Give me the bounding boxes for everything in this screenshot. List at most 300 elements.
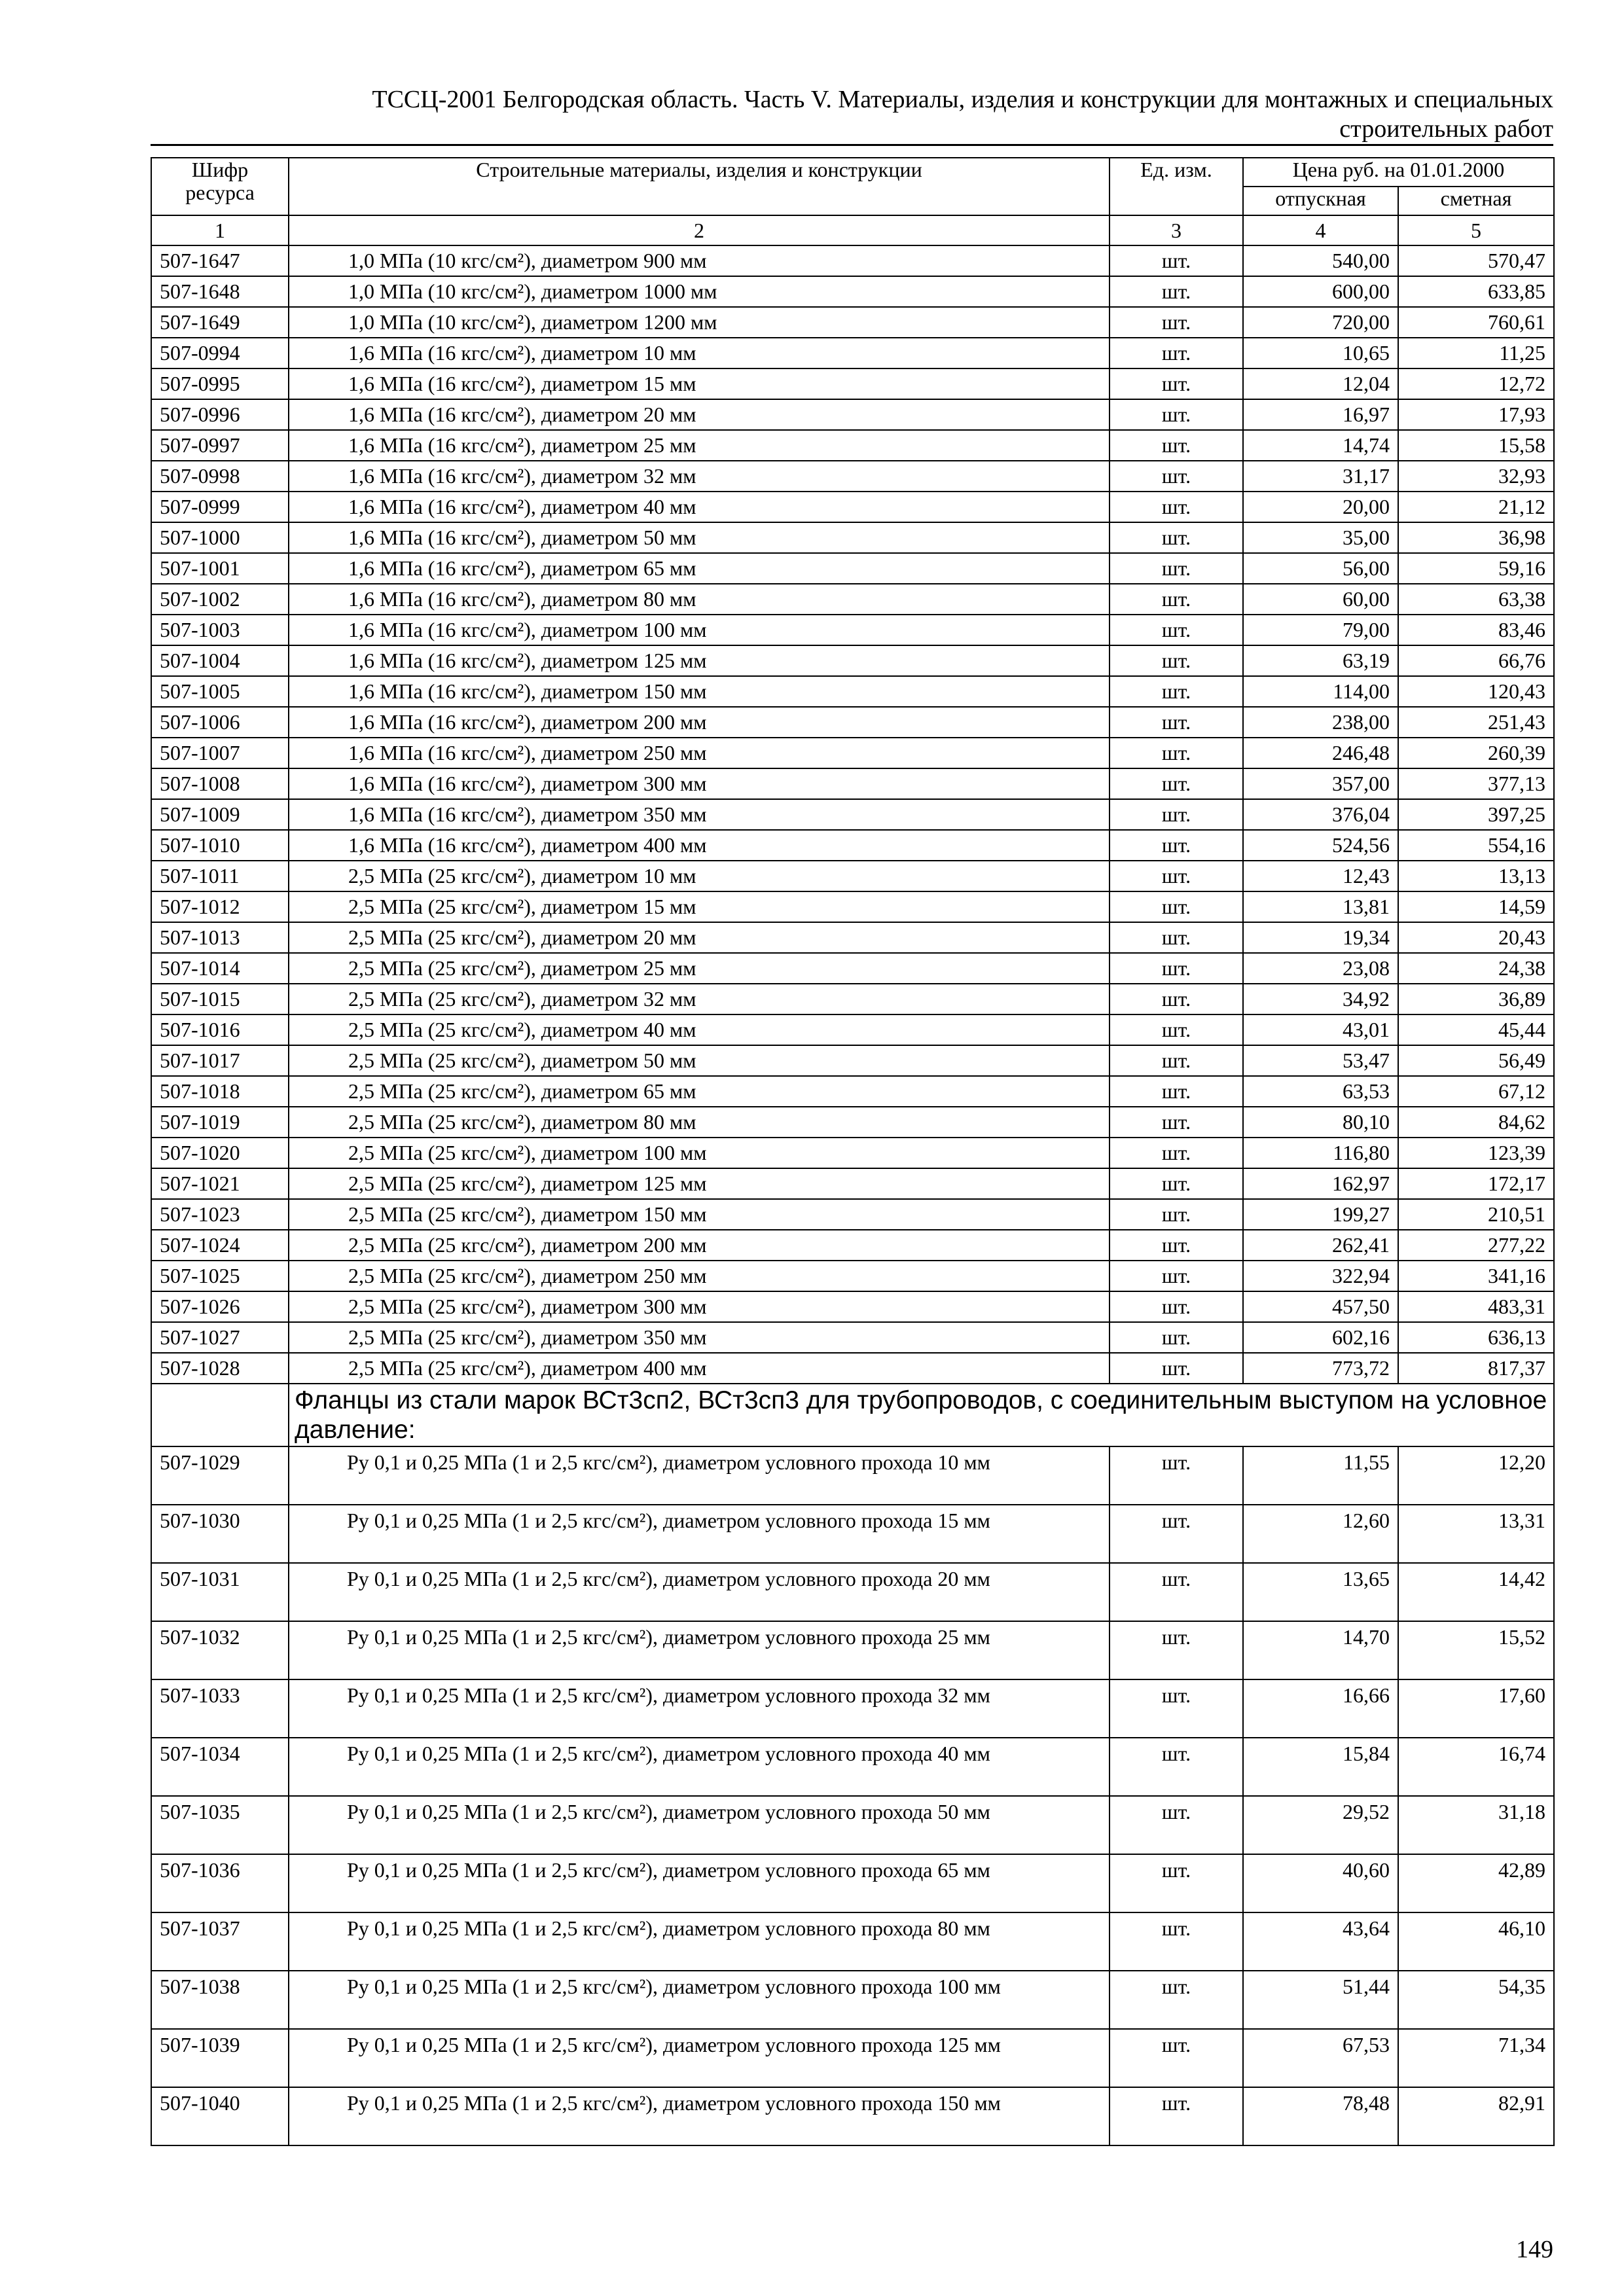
estimate-price: 15,58 (1398, 430, 1554, 461)
estimate-price: 83,46 (1398, 615, 1554, 645)
table-row (151, 891, 1554, 922)
section-code-cell (151, 1384, 289, 1446)
table-row (151, 1199, 1554, 1230)
unit: шт. (1110, 1505, 1243, 1563)
estimate-price: 17,93 (1398, 399, 1554, 430)
resource-code: 507-1010 (151, 830, 289, 861)
material-name: 1,6 МПа (16 кгс/см²), диаметром 20 мм (289, 399, 1110, 430)
resource-code: 507-1038 (151, 1971, 289, 2029)
table-section (151, 1384, 1554, 1446)
resource-code: 507-1016 (151, 1014, 289, 1045)
table-row (151, 768, 1554, 799)
estimate-price: 251,43 (1398, 707, 1554, 738)
release-price: 16,97 (1243, 399, 1398, 430)
estimate-price: 46,10 (1398, 1912, 1554, 1971)
estimate-price: 66,76 (1398, 645, 1554, 676)
column-index: 1 (151, 215, 289, 245)
estimate-price: 84,62 (1398, 1107, 1554, 1138)
col-header-name: Строительные материалы, изделия и конструкции (289, 158, 1110, 215)
material-name: Ру 0,1 и 0,25 МПа (1 и 2,5 кгс/см²), диаметром условного прохода 150 мм (289, 2087, 1110, 2145)
material-name: 1,0 МПа (10 кгс/см²), диаметром 1000 мм (289, 276, 1110, 307)
resource-code: 507-1039 (151, 2029, 289, 2087)
estimate-price: 56,49 (1398, 1045, 1554, 1076)
table-row (151, 799, 1554, 830)
release-price: 262,41 (1243, 1230, 1398, 1261)
material-name: 1,6 МПа (16 кгс/см²), диаметром 80 мм (289, 584, 1110, 615)
release-price: 20,00 (1243, 492, 1398, 522)
estimate-price: 260,39 (1398, 738, 1554, 768)
material-name: 1,0 МПа (10 кгс/см²), диаметром 1200 мм (289, 307, 1110, 338)
col-header-unit: Ед. изм. (1110, 158, 1243, 215)
material-name: 1,6 МПа (16 кгс/см²), диаметром 10 мм (289, 338, 1110, 368)
resource-code: 507-1007 (151, 738, 289, 768)
table-row (151, 1107, 1554, 1138)
resource-code: 507-1018 (151, 1076, 289, 1107)
material-name: 2,5 МПа (25 кгс/см²), диаметром 20 мм (289, 922, 1110, 953)
unit: шт. (1110, 338, 1243, 368)
table-row (151, 522, 1554, 553)
unit: шт. (1110, 2087, 1243, 2145)
unit: шт. (1110, 922, 1243, 953)
estimate-price: 12,72 (1398, 368, 1554, 399)
unit: шт. (1110, 584, 1243, 615)
estimate-price: 633,85 (1398, 276, 1554, 307)
resource-code: 507-1028 (151, 1353, 289, 1384)
material-name: 1,6 МПа (16 кгс/см²), диаметром 350 мм (289, 799, 1110, 830)
resource-code: 507-1008 (151, 768, 289, 799)
estimate-price: 21,12 (1398, 492, 1554, 522)
material-name: 2,5 МПа (25 кгс/см²), диаметром 200 мм (289, 1230, 1110, 1261)
table-row (151, 1738, 1554, 1796)
material-name: 2,5 МПа (25 кгс/см²), диаметром 150 мм (289, 1199, 1110, 1230)
table-row (151, 399, 1554, 430)
column-index: 3 (1110, 215, 1243, 245)
material-name: Ру 0,1 и 0,25 МПа (1 и 2,5 кгс/см²), диаметром условного прохода 50 мм (289, 1796, 1110, 1854)
unit: шт. (1110, 1971, 1243, 2029)
unit: шт. (1110, 1679, 1243, 1738)
col-header-price: Цена руб. на 01.01.2000 (1243, 158, 1554, 187)
resource-code: 507-1037 (151, 1912, 289, 1971)
table-row (151, 307, 1554, 338)
column-index: 2 (289, 215, 1110, 245)
material-name: 1,6 МПа (16 кгс/см²), диаметром 125 мм (289, 645, 1110, 676)
material-name: 2,5 МПа (25 кгс/см²), диаметром 65 мм (289, 1076, 1110, 1107)
material-name: 2,5 МПа (25 кгс/см²), диаметром 40 мм (289, 1014, 1110, 1045)
release-price: 56,00 (1243, 553, 1398, 584)
resource-code: 507-1029 (151, 1446, 289, 1505)
estimate-price: 13,31 (1398, 1505, 1554, 1563)
table-row (151, 2087, 1554, 2145)
release-price: 773,72 (1243, 1353, 1398, 1384)
material-name: 1,6 МПа (16 кгс/см²), диаметром 400 мм (289, 830, 1110, 861)
table-row (151, 1322, 1554, 1353)
release-price: 10,65 (1243, 338, 1398, 368)
resource-code: 507-1009 (151, 799, 289, 830)
material-name: 2,5 МПа (25 кгс/см²), диаметром 300 мм (289, 1291, 1110, 1322)
section-heading: Фланцы из стали марок ВСт3сп2, ВСт3сп3 для трубопроводов, с соединительным выступом на условное давление: (289, 1384, 1554, 1446)
release-price: 238,00 (1243, 707, 1398, 738)
estimate-price: 12,20 (1398, 1446, 1554, 1505)
estimate-price: 483,31 (1398, 1291, 1554, 1322)
estimate-price: 570,47 (1398, 245, 1554, 276)
estimate-price: 32,93 (1398, 461, 1554, 492)
unit: шт. (1110, 768, 1243, 799)
unit: шт. (1110, 307, 1243, 338)
resource-code: 507-1003 (151, 615, 289, 645)
unit: шт. (1110, 1168, 1243, 1199)
resource-code: 507-1023 (151, 1199, 289, 1230)
unit: шт. (1110, 1230, 1243, 1261)
price-table (151, 157, 1555, 2146)
material-name: 2,5 МПа (25 кгс/см²), диаметром 10 мм (289, 861, 1110, 891)
resource-code: 507-1011 (151, 861, 289, 891)
material-name: 2,5 МПа (25 кгс/см²), диаметром 80 мм (289, 1107, 1110, 1138)
estimate-price: 817,37 (1398, 1353, 1554, 1384)
table-row (151, 461, 1554, 492)
release-price: 602,16 (1243, 1322, 1398, 1353)
page-header (151, 85, 1553, 146)
material-name: 2,5 МПа (25 кгс/см²), диаметром 400 мм (289, 1353, 1110, 1384)
release-price: 13,81 (1243, 891, 1398, 922)
unit: шт. (1110, 1322, 1243, 1353)
resource-code: 507-0996 (151, 399, 289, 430)
table-row (151, 1621, 1554, 1679)
table-row (151, 1045, 1554, 1076)
resource-code: 507-1017 (151, 1045, 289, 1076)
unit: шт. (1110, 1261, 1243, 1291)
unit: шт. (1110, 1621, 1243, 1679)
unit: шт. (1110, 953, 1243, 984)
unit: шт. (1110, 553, 1243, 584)
table-row (151, 984, 1554, 1014)
estimate-price: 59,16 (1398, 553, 1554, 584)
material-name: 1,6 МПа (16 кгс/см²), диаметром 150 мм (289, 676, 1110, 707)
table-row (151, 1291, 1554, 1322)
table-body-steel-flanges (151, 1446, 1554, 2145)
material-name: 1,6 МПа (16 кгс/см²), диаметром 25 мм (289, 430, 1110, 461)
resource-code: 507-1001 (151, 553, 289, 584)
release-price: 23,08 (1243, 953, 1398, 984)
table-row (151, 1076, 1554, 1107)
release-price: 29,52 (1243, 1796, 1398, 1854)
table-row (151, 738, 1554, 768)
table-row (151, 953, 1554, 984)
unit: шт. (1110, 1291, 1243, 1322)
release-price: 720,00 (1243, 307, 1398, 338)
resource-code: 507-1012 (151, 891, 289, 922)
page-number: 149 (1516, 2236, 1553, 2263)
release-price: 14,74 (1243, 430, 1398, 461)
estimate-price: 397,25 (1398, 799, 1554, 830)
release-price: 60,00 (1243, 584, 1398, 615)
material-name: Ру 0,1 и 0,25 МПа (1 и 2,5 кгс/см²), диаметром условного прохода 125 мм (289, 2029, 1110, 2087)
estimate-price: 63,38 (1398, 584, 1554, 615)
unit: шт. (1110, 861, 1243, 891)
estimate-price: 14,59 (1398, 891, 1554, 922)
table-row (151, 1446, 1554, 1505)
resource-code: 507-1035 (151, 1796, 289, 1854)
resource-code: 507-1026 (151, 1291, 289, 1322)
resource-code: 507-1649 (151, 307, 289, 338)
table-row (151, 830, 1554, 861)
column-index-row (151, 215, 1554, 245)
resource-code: 507-1021 (151, 1168, 289, 1199)
resource-code: 507-1040 (151, 2087, 289, 2145)
resource-code: 507-1647 (151, 245, 289, 276)
resource-code: 507-1032 (151, 1621, 289, 1679)
release-price: 540,00 (1243, 245, 1398, 276)
material-name: 1,6 МПа (16 кгс/см²), диаметром 100 мм (289, 615, 1110, 645)
resource-code: 507-1004 (151, 645, 289, 676)
material-name: 1,6 МПа (16 кгс/см²), диаметром 65 мм (289, 553, 1110, 584)
resource-code: 507-0995 (151, 368, 289, 399)
estimate-price: 16,74 (1398, 1738, 1554, 1796)
estimate-price: 277,22 (1398, 1230, 1554, 1261)
unit: шт. (1110, 645, 1243, 676)
release-price: 457,50 (1243, 1291, 1398, 1322)
resource-code: 507-1031 (151, 1563, 289, 1621)
estimate-price: 20,43 (1398, 922, 1554, 953)
unit: шт. (1110, 1563, 1243, 1621)
material-name: Ру 0,1 и 0,25 МПа (1 и 2,5 кгс/см²), диаметром условного прохода 20 мм (289, 1563, 1110, 1621)
table-row (151, 1563, 1554, 1621)
header-title-line-1: ТССЦ-2001 Белгородская область. Часть V. Материалы, изделия и конструкции для монтажных и специальных (372, 86, 1553, 113)
estimate-price: 123,39 (1398, 1138, 1554, 1168)
table-row (151, 676, 1554, 707)
table-row (151, 1971, 1554, 2029)
resource-code: 507-1015 (151, 984, 289, 1014)
unit: шт. (1110, 738, 1243, 768)
release-price: 116,80 (1243, 1138, 1398, 1168)
material-name: Ру 0,1 и 0,25 МПа (1 и 2,5 кгс/см²), диаметром условного прохода 25 мм (289, 1621, 1110, 1679)
table-row (151, 2029, 1554, 2087)
release-price: 12,04 (1243, 368, 1398, 399)
table-row (151, 922, 1554, 953)
table-row (151, 645, 1554, 676)
release-price: 43,01 (1243, 1014, 1398, 1045)
unit: шт. (1110, 1912, 1243, 1971)
table-row (151, 430, 1554, 461)
estimate-price: 210,51 (1398, 1199, 1554, 1230)
estimate-price: 120,43 (1398, 676, 1554, 707)
estimate-price: 71,34 (1398, 2029, 1554, 2087)
release-price: 376,04 (1243, 799, 1398, 830)
table-row (151, 1261, 1554, 1291)
table-body-pressure-flanges (151, 245, 1554, 1384)
release-price: 63,19 (1243, 645, 1398, 676)
estimate-price: 15,52 (1398, 1621, 1554, 1679)
table-row (151, 1679, 1554, 1738)
unit: шт. (1110, 1045, 1243, 1076)
resource-code: 507-1019 (151, 1107, 289, 1138)
material-name: 2,5 МПа (25 кгс/см²), диаметром 32 мм (289, 984, 1110, 1014)
release-price: 35,00 (1243, 522, 1398, 553)
release-price: 43,64 (1243, 1912, 1398, 1971)
release-price: 162,97 (1243, 1168, 1398, 1199)
unit: шт. (1110, 368, 1243, 399)
material-name: 1,6 МПа (16 кгс/см²), диаметром 15 мм (289, 368, 1110, 399)
material-name: Ру 0,1 и 0,25 МПа (1 и 2,5 кгс/см²), диаметром условного прохода 100 мм (289, 1971, 1110, 2029)
release-price: 19,34 (1243, 922, 1398, 953)
material-name: Ру 0,1 и 0,25 МПа (1 и 2,5 кгс/см²), диаметром условного прохода 15 мм (289, 1505, 1110, 1563)
resource-code: 507-1648 (151, 276, 289, 307)
material-name: Ру 0,1 и 0,25 МПа (1 и 2,5 кгс/см²), диаметром условного прохода 32 мм (289, 1679, 1110, 1738)
estimate-price: 67,12 (1398, 1076, 1554, 1107)
estimate-price: 36,98 (1398, 522, 1554, 553)
material-name: Ру 0,1 и 0,25 МПа (1 и 2,5 кгс/см²), диаметром условного прохода 10 мм (289, 1446, 1110, 1505)
release-price: 80,10 (1243, 1107, 1398, 1138)
release-price: 63,53 (1243, 1076, 1398, 1107)
table-row (151, 1230, 1554, 1261)
unit: шт. (1110, 1738, 1243, 1796)
material-name: 2,5 МПа (25 кгс/см²), диаметром 50 мм (289, 1045, 1110, 1076)
material-name: 1,6 МПа (16 кгс/см²), диаметром 300 мм (289, 768, 1110, 799)
unit: шт. (1110, 984, 1243, 1014)
table-row (151, 707, 1554, 738)
estimate-price: 636,13 (1398, 1322, 1554, 1353)
estimate-price: 36,89 (1398, 984, 1554, 1014)
estimate-price: 377,13 (1398, 768, 1554, 799)
resource-code: 507-1002 (151, 584, 289, 615)
release-price: 12,43 (1243, 861, 1398, 891)
unit: шт. (1110, 676, 1243, 707)
release-price: 31,17 (1243, 461, 1398, 492)
resource-code: 507-1005 (151, 676, 289, 707)
release-price: 15,84 (1243, 1738, 1398, 1796)
unit: шт. (1110, 522, 1243, 553)
material-name: 2,5 МПа (25 кгс/см²), диаметром 125 мм (289, 1168, 1110, 1199)
table-row (151, 1168, 1554, 1199)
unit: шт. (1110, 891, 1243, 922)
resource-code: 507-0997 (151, 430, 289, 461)
material-name: 1,6 МПа (16 кгс/см²), диаметром 50 мм (289, 522, 1110, 553)
unit: шт. (1110, 615, 1243, 645)
release-price: 51,44 (1243, 1971, 1398, 2029)
unit: шт. (1110, 399, 1243, 430)
material-name: Ру 0,1 и 0,25 МПа (1 и 2,5 кгс/см²), диаметром условного прохода 65 мм (289, 1854, 1110, 1912)
estimate-price: 17,60 (1398, 1679, 1554, 1738)
unit: шт. (1110, 1138, 1243, 1168)
unit: шт. (1110, 1854, 1243, 1912)
unit: шт. (1110, 1353, 1243, 1384)
unit: шт. (1110, 1199, 1243, 1230)
estimate-price: 172,17 (1398, 1168, 1554, 1199)
table-row (151, 1138, 1554, 1168)
resource-code: 507-1006 (151, 707, 289, 738)
estimate-price: 13,13 (1398, 861, 1554, 891)
unit: шт. (1110, 430, 1243, 461)
table-row (151, 276, 1554, 307)
material-name: 1,0 МПа (10 кгс/см²), диаметром 900 мм (289, 245, 1110, 276)
table-row (151, 553, 1554, 584)
release-price: 14,70 (1243, 1621, 1398, 1679)
resource-code: 507-1033 (151, 1679, 289, 1738)
column-index: 5 (1398, 215, 1554, 245)
resource-code: 507-1013 (151, 922, 289, 953)
material-name: 1,6 МПа (16 кгс/см²), диаметром 200 мм (289, 707, 1110, 738)
release-price: 524,56 (1243, 830, 1398, 861)
estimate-price: 760,61 (1398, 307, 1554, 338)
unit: шт. (1110, 830, 1243, 861)
col-header-code: Шифр ресурса (151, 158, 289, 215)
unit: шт. (1110, 276, 1243, 307)
unit: шт. (1110, 1446, 1243, 1505)
resource-code: 507-1000 (151, 522, 289, 553)
col-header-release-price: отпускная (1243, 187, 1398, 215)
release-price: 34,92 (1243, 984, 1398, 1014)
material-name: Ру 0,1 и 0,25 МПа (1 и 2,5 кгс/см²), диаметром условного прохода 40 мм (289, 1738, 1110, 1796)
resource-code: 507-0998 (151, 461, 289, 492)
unit: шт. (1110, 799, 1243, 830)
col-header-estimate-price: сметная (1398, 187, 1554, 215)
material-name: 2,5 МПа (25 кгс/см²), диаметром 25 мм (289, 953, 1110, 984)
release-price: 600,00 (1243, 276, 1398, 307)
table-row (151, 584, 1554, 615)
unit: шт. (1110, 1076, 1243, 1107)
release-price: 13,65 (1243, 1563, 1398, 1621)
estimate-price: 45,44 (1398, 1014, 1554, 1045)
release-price: 53,47 (1243, 1045, 1398, 1076)
table-row (151, 1854, 1554, 1912)
table-row (151, 245, 1554, 276)
table-row (151, 368, 1554, 399)
resource-code: 507-0999 (151, 492, 289, 522)
unit: шт. (1110, 2029, 1243, 2087)
resource-code: 507-0994 (151, 338, 289, 368)
table-row (151, 1353, 1554, 1384)
material-name: 2,5 МПа (25 кгс/см²), диаметром 100 мм (289, 1138, 1110, 1168)
unit: шт. (1110, 1014, 1243, 1045)
unit: шт. (1110, 245, 1243, 276)
material-name: 2,5 МПа (25 кгс/см²), диаметром 350 мм (289, 1322, 1110, 1353)
release-price: 40,60 (1243, 1854, 1398, 1912)
release-price: 67,53 (1243, 2029, 1398, 2087)
table-row (151, 861, 1554, 891)
release-price: 114,00 (1243, 676, 1398, 707)
table-row (151, 1796, 1554, 1854)
material-name: 2,5 МПа (25 кгс/см²), диаметром 250 мм (289, 1261, 1110, 1291)
table-row (151, 1014, 1554, 1045)
unit: шт. (1110, 1796, 1243, 1854)
resource-code: 507-1020 (151, 1138, 289, 1168)
release-price: 78,48 (1243, 2087, 1398, 2145)
release-price: 16,66 (1243, 1679, 1398, 1738)
material-name: 1,6 МПа (16 кгс/см²), диаметром 40 мм (289, 492, 1110, 522)
release-price: 11,55 (1243, 1446, 1398, 1505)
material-name: 1,6 МПа (16 кгс/см²), диаметром 32 мм (289, 461, 1110, 492)
estimate-price: 82,91 (1398, 2087, 1554, 2145)
unit: шт. (1110, 492, 1243, 522)
release-price: 12,60 (1243, 1505, 1398, 1563)
resource-code: 507-1025 (151, 1261, 289, 1291)
table-row (151, 1505, 1554, 1563)
unit: шт. (1110, 1107, 1243, 1138)
resource-code: 507-1024 (151, 1230, 289, 1261)
release-price: 246,48 (1243, 738, 1398, 768)
table-row (151, 492, 1554, 522)
estimate-price: 31,18 (1398, 1796, 1554, 1854)
release-price: 357,00 (1243, 768, 1398, 799)
resource-code: 507-1014 (151, 953, 289, 984)
estimate-price: 14,42 (1398, 1563, 1554, 1621)
resource-code: 507-1034 (151, 1738, 289, 1796)
release-price: 199,27 (1243, 1199, 1398, 1230)
estimate-price: 54,35 (1398, 1971, 1554, 2029)
resource-code: 507-1036 (151, 1854, 289, 1912)
material-name: 1,6 МПа (16 кгс/см²), диаметром 250 мм (289, 738, 1110, 768)
estimate-price: 24,38 (1398, 953, 1554, 984)
unit: шт. (1110, 707, 1243, 738)
